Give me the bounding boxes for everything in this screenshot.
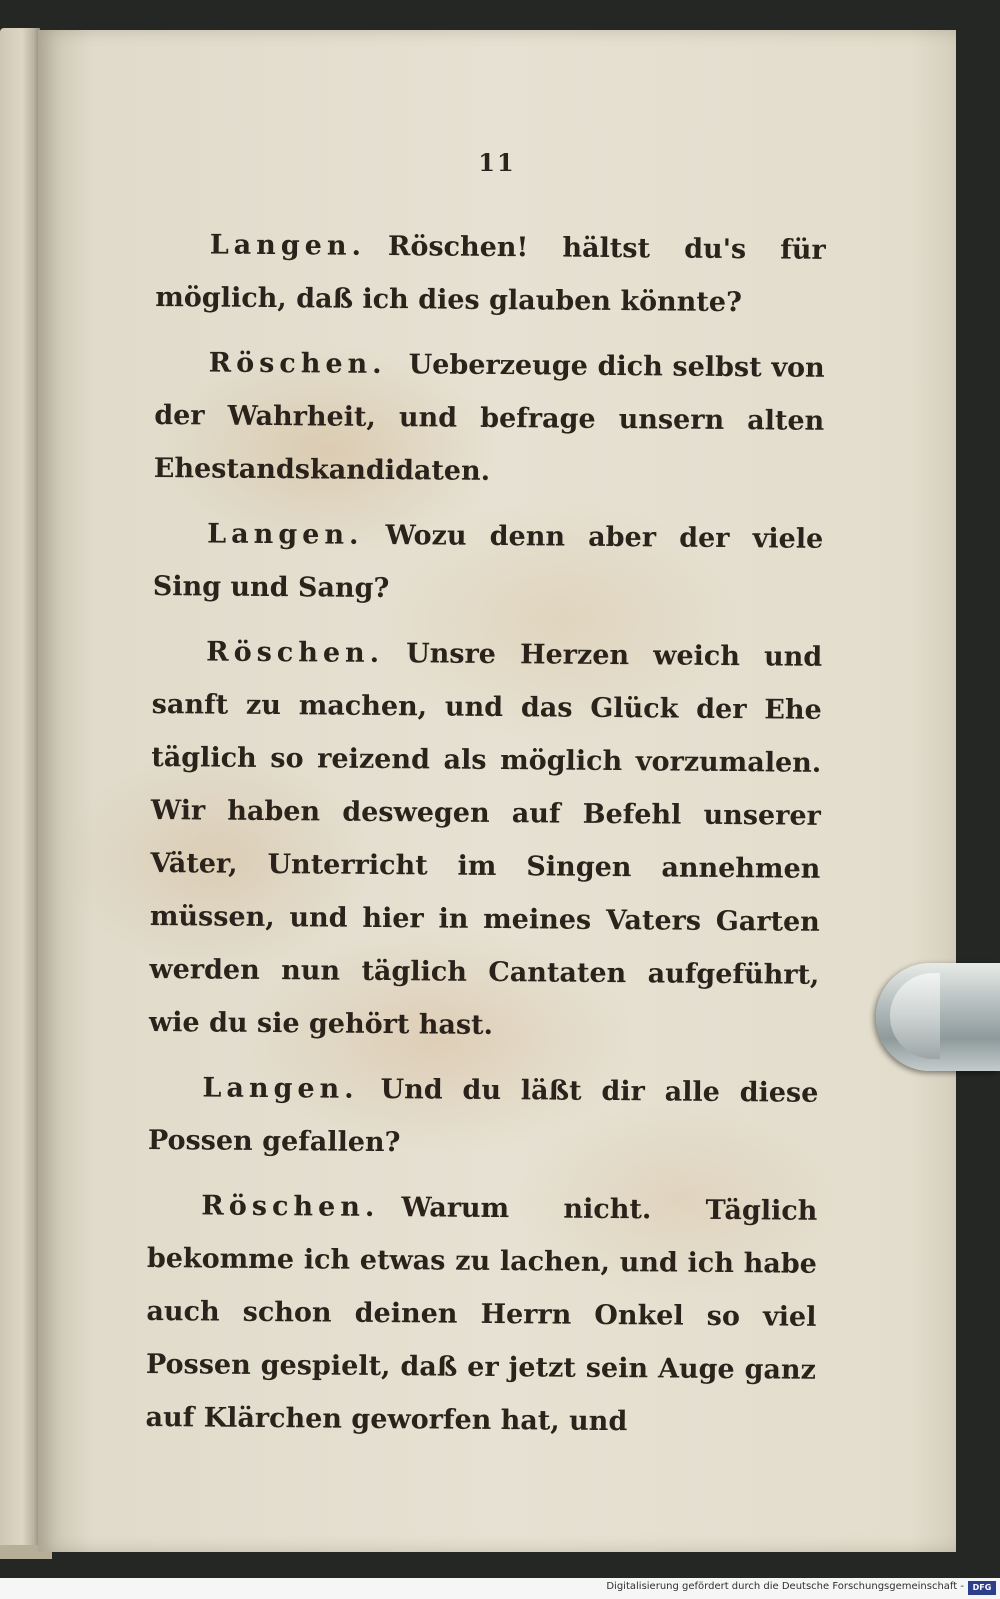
page-number: 11	[478, 148, 516, 177]
speaker-name: Langen.	[207, 518, 364, 551]
dialogue-paragraph	[148, 1061, 819, 1173]
page-clamp-highlight	[890, 973, 940, 1059]
dfg-logo: DFG	[968, 1581, 996, 1595]
dialogue-text: Warum nicht. Täglich bekomme ich etwas zu lachen, und ich habe auch schon deinen Herrn Onkel so viel Possen gespielt, daß er jetzt sein Auge ganz auf Klärchen geworfen hat, und	[145, 1192, 818, 1438]
dialogue-text: Und du läßt dir alle diese Possen gefallen?	[147, 1073, 819, 1159]
dialogue-paragraph	[153, 507, 824, 619]
dialogue-paragraph	[149, 625, 823, 1055]
dialogue-paragraph	[155, 218, 826, 330]
dialogue-text: Ueberzeuge dich selbst von der Wahrheit, und befrage unsern alten Ehestandskandidaten.	[153, 349, 825, 487]
dialogue-paragraph	[154, 336, 825, 501]
footer-bar	[0, 1578, 1000, 1599]
book-page	[38, 30, 956, 1552]
page-clamp	[876, 963, 1000, 1071]
speaker-name: Röschen.	[206, 636, 385, 670]
dialogue-paragraph	[145, 1179, 817, 1450]
left-page-edge	[0, 28, 40, 1553]
funding-credit: Digitalisierung gefördert durch die Deutsche Forschungsgemeinschaft -	[606, 1581, 964, 1592]
speaker-name: Langen.	[209, 229, 367, 262]
dialogue-text: Wozu denn aber der viele Sing und Sang?	[152, 520, 824, 605]
dialogue-text: Röschen! hältst du's für möglich, daß ich dies glauben könnte?	[155, 231, 826, 319]
dialogue-text: Unsre Herzen weich und sanft zu machen, und das Glück der Ehe täglich so reizend als möglich vorzumalen. Wir haben deswegen auf Befehl unserer Väter, Unterricht im Singen annehmen müssen, und hier in meines Vaters Garten werden nun täglich Cantaten aufgeführt, wie du sie gehört hast.	[148, 638, 823, 1041]
page-text	[145, 218, 826, 1462]
speaker-name: Röschen.	[201, 1190, 380, 1223]
speaker-name: Röschen.	[208, 347, 387, 381]
speaker-name: Langen.	[202, 1072, 359, 1105]
